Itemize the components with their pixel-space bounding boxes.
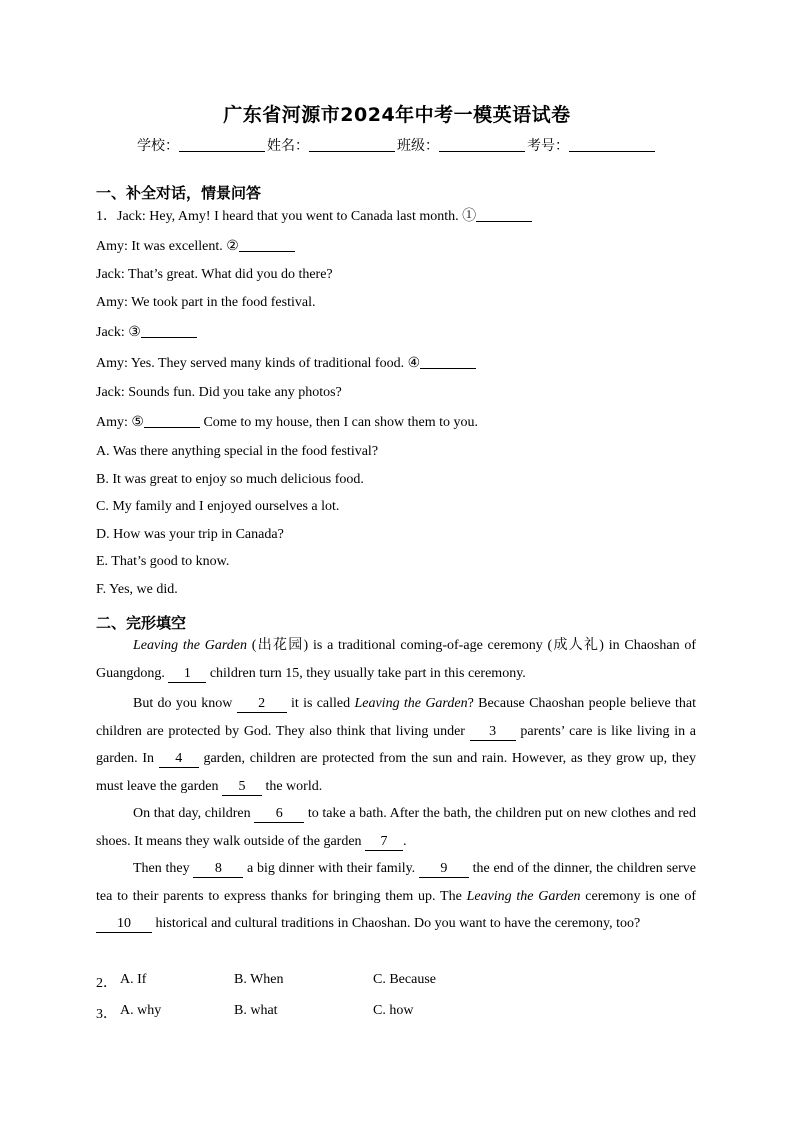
class-label: 班级： — [397, 138, 439, 154]
name-blank[interactable] — [309, 137, 395, 152]
class-blank[interactable] — [439, 137, 525, 152]
option-line: C. My family and I enjoyed ourselves a lot. — [96, 499, 340, 514]
choice-c[interactable]: C. how — [373, 1003, 414, 1018]
exam-number-blank[interactable] — [569, 137, 655, 152]
student-info-line — [0, 135, 794, 155]
option-line: B. It was great to enjoy so much delicious food. — [96, 472, 364, 487]
cloze-blank-4[interactable]: 4 — [159, 751, 199, 768]
passage-paragraph-3: On that day, children 6 to take a bath. After the bath, the children put on new clothes and red shoes. It means they walk outside of the garden 7 . — [96, 806, 696, 849]
cloze-blank-5[interactable]: 5 — [222, 779, 262, 796]
cloze-blank-2[interactable]: 2 — [237, 696, 287, 713]
page-title: 广东省河源市2024年中考一模英语试卷 — [223, 104, 571, 126]
dialogue-line: Jack: That’s great. What did you do there? — [96, 267, 333, 282]
passage-paragraph-1: Leaving the Garden (出花园) is a traditional coming-of-age ceremony (成人礼) in Chaoshan of Guangdong. 1 children turn 15, they usually take part in this ceremony. — [96, 638, 696, 681]
option-line: E. That’s good to know. — [96, 554, 230, 569]
dialogue-blank-1[interactable] — [476, 207, 532, 222]
dialogue-line: Amy: Yes. They served many kinds of traditional food. ④ — [96, 354, 476, 373]
dialogue-blank-4[interactable] — [420, 354, 476, 369]
cloze-blank-1[interactable]: 1 — [168, 666, 206, 683]
choice-a[interactable]: A. If — [120, 972, 147, 987]
choice-b[interactable]: B. what — [234, 1003, 278, 1018]
option-line: F. Yes, we did. — [96, 582, 178, 597]
dialogue-blank-5[interactable] — [144, 413, 200, 428]
dialogue-line: Amy: We took part in the food festival. — [96, 295, 316, 310]
cloze-blank-6[interactable]: 6 — [254, 806, 304, 823]
cloze-blank-9[interactable]: 9 — [419, 861, 469, 878]
choice-a[interactable]: A. why — [120, 1003, 162, 1018]
dialogue-line: Amy: ⑤ Come to my house, then I can show them to you. — [96, 415, 478, 430]
school-label: 学校： — [137, 138, 179, 154]
exam-number-label: 考号： — [527, 138, 569, 154]
dialogue-blank-3[interactable] — [141, 323, 197, 338]
choice-c[interactable]: C. Because — [373, 972, 436, 987]
dialogue-line: Jack: ③ — [96, 323, 197, 342]
question-number: 2． — [96, 976, 117, 991]
section1-heading: 一、补全对话，情景问答 — [96, 184, 262, 202]
choice-b[interactable]: B. When — [234, 972, 284, 987]
section2-heading: 二、完形填空 — [96, 614, 187, 632]
option-line: A. Was there anything special in the food festival? — [96, 444, 379, 459]
passage-paragraph-4: Then they 8 a big dinner with their family. 9 the end of the dinner, the children serve tea to their parents to express thanks for bringing them up. The Leaving the Garden ceremony is one of 10 historical and cultural traditions in Chaoshan. Do you want to have the ceremony, too? — [96, 861, 696, 932]
name-label: 姓名： — [267, 138, 309, 154]
question-number: 3． — [96, 1007, 117, 1022]
school-blank[interactable] — [179, 137, 265, 152]
cloze-blank-8[interactable]: 8 — [193, 861, 243, 878]
dialogue-line: 1．Jack: Hey, Amy! I heard that you went to Canada last month. ① — [96, 207, 532, 226]
passage-paragraph-2: But do you know 2 it is called Leaving the Garden? Because Chaoshan people believe that children are protected by God. They also think that living under 3 parents’ care is like living in a garden. In 4 garden, children are protected from the sun and rain. However, as they grow up, they must leave the garden 5 the world. — [96, 696, 696, 795]
dialogue-line: Amy: It was excellent. ② — [96, 237, 295, 256]
option-line: D. How was your trip in Canada? — [96, 527, 284, 542]
dialogue-line: Jack: Sounds fun. Did you take any photos? — [96, 385, 342, 400]
cloze-blank-7[interactable]: 7 — [365, 834, 403, 851]
cloze-blank-10[interactable]: 10 — [96, 916, 152, 933]
dialogue-blank-2[interactable] — [239, 237, 295, 252]
cloze-blank-3[interactable]: 3 — [470, 724, 516, 741]
